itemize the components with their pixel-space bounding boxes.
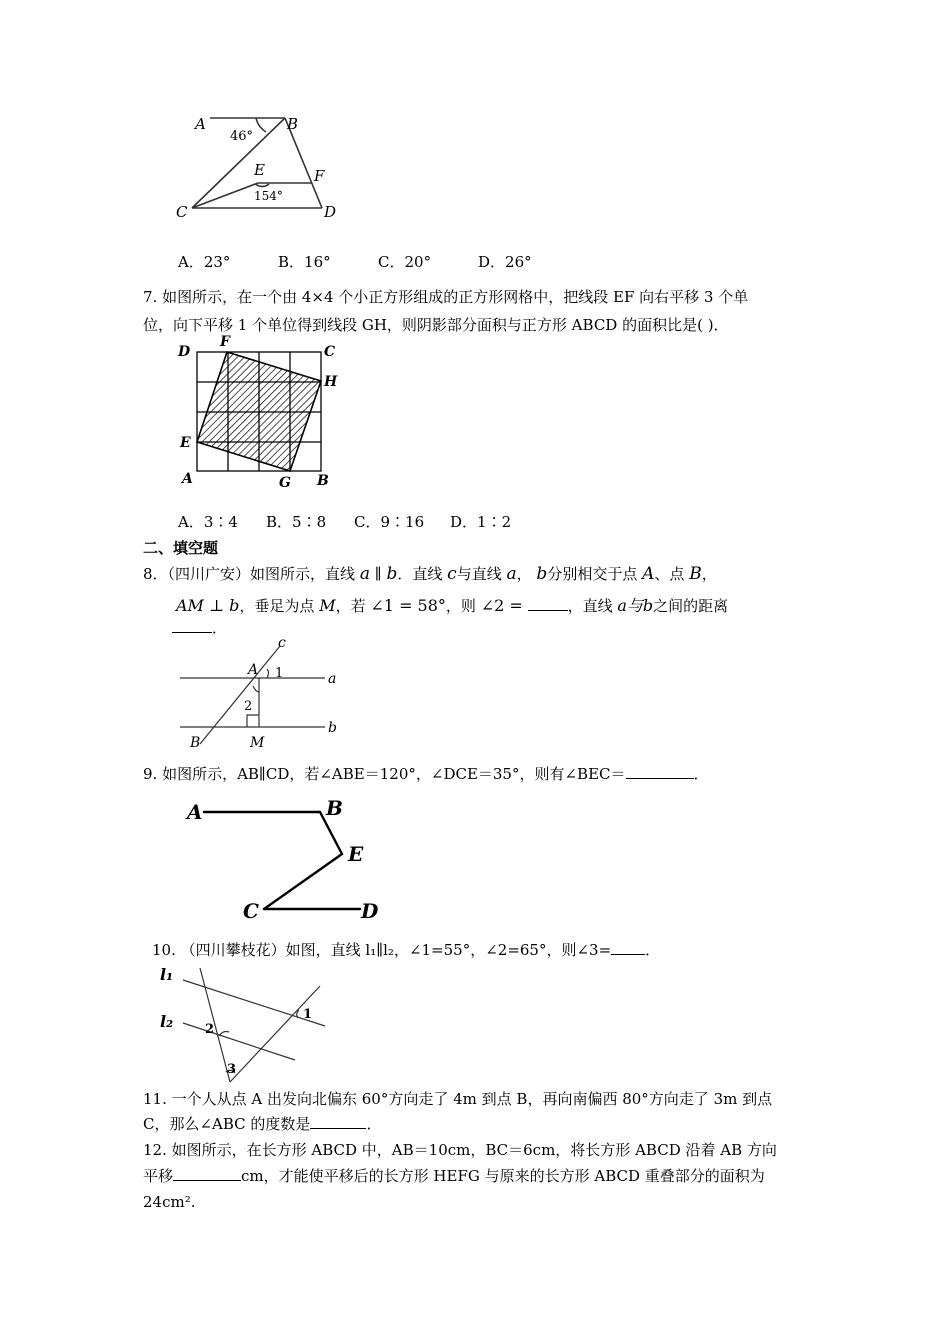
fig10-label-l1: l₁ bbox=[160, 965, 174, 984]
q9-text: 9. 如图所示，AB∥CD，若∠ABE＝120°，∠DCE＝35°，则有∠BEC＝ bbox=[143, 765, 626, 783]
q8-text: ．直线 bbox=[397, 565, 443, 583]
q8-text: ， bbox=[701, 565, 717, 583]
q8-line-2 bbox=[176, 592, 728, 620]
q8-var-b: b bbox=[386, 564, 398, 584]
fig8-label-c: c bbox=[278, 636, 286, 651]
q8-angle2-expr: ∠2 = bbox=[480, 596, 523, 615]
fig6-label-b: B bbox=[287, 115, 299, 133]
q8-var-c: c bbox=[447, 564, 457, 584]
q9-text: ． bbox=[693, 765, 709, 783]
fig7-label-f: F bbox=[220, 334, 230, 350]
fig6-label-f: F bbox=[314, 167, 325, 185]
q7-options bbox=[178, 508, 511, 536]
q8-var-A: A bbox=[642, 564, 655, 584]
q10-figure bbox=[155, 960, 335, 1085]
fig6-label-d: D bbox=[324, 203, 337, 221]
q7-figure bbox=[172, 330, 347, 495]
q8-perp-expr: AM ⊥ b bbox=[176, 596, 240, 615]
q6-option-c: C．20° bbox=[378, 253, 432, 271]
q12-text: 平移 bbox=[143, 1167, 174, 1185]
q12-line-3: 24cm². bbox=[143, 1193, 196, 1211]
fig10-label-3: 3 bbox=[227, 1062, 237, 1077]
fig7-label-e: E bbox=[180, 435, 191, 451]
q6-options bbox=[178, 248, 532, 276]
fig7-label-a: A bbox=[182, 471, 193, 487]
q10-blank[interactable] bbox=[611, 937, 645, 955]
q8-blank-1[interactable] bbox=[528, 593, 568, 611]
q8-text: ，垂足为点 bbox=[239, 597, 315, 615]
fig8-label-A: A bbox=[248, 662, 259, 678]
q9-line bbox=[143, 760, 709, 788]
q9-figure bbox=[180, 792, 390, 924]
q8-text: ． bbox=[212, 619, 228, 637]
fig9-label-d: D bbox=[361, 899, 379, 923]
q12-text: cm，才能使平移后的长方形 HEFG 与原来的长方形 ABCD 重叠部分的面积为 bbox=[241, 1167, 765, 1185]
q8-figure bbox=[170, 636, 350, 752]
q8-var-b: b bbox=[536, 564, 548, 584]
fig7-label-c: C bbox=[324, 344, 336, 360]
q8-line-1 bbox=[143, 560, 717, 588]
q8-text: ， bbox=[516, 565, 532, 583]
q7-option-b: B．5∶8 bbox=[266, 513, 327, 531]
q6-option-d: D．26° bbox=[478, 253, 532, 271]
fig9-label-a: A bbox=[187, 800, 203, 824]
fig7-label-g: G bbox=[279, 475, 291, 491]
q7-line-1: 7. 如图所示，在一个由 4×4 个小正方形组成的正方形网格中，把线段 EF 向右平移 3 个单 bbox=[143, 288, 749, 306]
fig6-label-a: A bbox=[195, 115, 206, 133]
q6-figure bbox=[170, 105, 370, 230]
fig8-label-a: a bbox=[328, 671, 337, 687]
q8-text: ，若 bbox=[335, 597, 366, 615]
fig8-label-B: B bbox=[190, 735, 201, 751]
q8-text: 8．（四川广安）如图所示，直线 bbox=[143, 565, 356, 583]
q12-blank[interactable] bbox=[173, 1163, 241, 1181]
q11-text: ． bbox=[366, 1115, 382, 1133]
q7-line-2: 位，向下平移 1 个单位得到线段 GH，则阴影部分面积与正方形 ABCD 的面积比是( )． bbox=[143, 316, 729, 334]
fig7-label-b: B bbox=[317, 473, 329, 489]
q7-option-d: D．1∶2 bbox=[450, 513, 512, 531]
q8-var-a: a bbox=[506, 564, 517, 584]
q11-line-2 bbox=[143, 1110, 381, 1138]
q8-blank-2[interactable] bbox=[172, 615, 212, 633]
q8-text: 、点 bbox=[654, 565, 685, 583]
fig8-label-b: b bbox=[328, 720, 337, 736]
q6-option-a: A．23° bbox=[178, 253, 231, 271]
section-title-fill-in: 二、填空题 bbox=[143, 539, 219, 557]
q8-text: 与直线 bbox=[456, 565, 502, 583]
q8-text: 之间的距离 bbox=[653, 597, 729, 615]
fig6-label-c: C bbox=[176, 203, 188, 221]
fig6-label-e: E bbox=[254, 161, 265, 179]
q8-var-M: M bbox=[319, 596, 336, 615]
q7-option-c: C．9∶16 bbox=[354, 513, 425, 531]
q10-text: 10. （四川攀枝花）如图，直线 l₁∥l₂，∠1=55°，∠2=65°，则∠3= bbox=[152, 941, 612, 959]
q8-parallel: ∥ bbox=[374, 565, 382, 583]
q11-text: C，那么∠ABC 的度数是 bbox=[143, 1115, 311, 1133]
fig10-label-1: 1 bbox=[303, 1007, 313, 1022]
q8-text: ，直线 bbox=[567, 597, 613, 615]
q12-line-1: 12. 如图所示，在长方形 ABCD 中，AB＝10cm，BC＝6cm，将长方形 ABCD 沿着 AB 方向 bbox=[143, 1141, 777, 1159]
q11-line-1: 11. 一个人从点 A 出发向北偏东 60°方向走了 4m 到点 B，再向南偏西 80°方向走了 3m 到点 bbox=[143, 1090, 773, 1108]
fig7-label-d: D bbox=[178, 344, 191, 360]
q8-a-and-b: a与b bbox=[617, 596, 654, 615]
fig9-label-c: C bbox=[243, 899, 259, 923]
q12-line-2 bbox=[143, 1162, 765, 1190]
q8-text: ，则 bbox=[445, 597, 476, 615]
q9-blank[interactable] bbox=[626, 761, 694, 779]
q8-var-B: B bbox=[689, 564, 702, 584]
fig8-label-M: M bbox=[250, 735, 265, 751]
q6-option-b: B．16° bbox=[278, 253, 331, 271]
fig8-label-1: 1 bbox=[275, 666, 284, 681]
q7-option-a: A．3∶4 bbox=[178, 513, 238, 531]
q8-angle1-expr: ∠1 = 58° bbox=[370, 596, 446, 615]
fig9-label-b: B bbox=[326, 796, 343, 820]
q10-text: ． bbox=[645, 941, 661, 959]
fig6-angle-154: 154° bbox=[254, 189, 283, 203]
q8-text: 分别相交于点 bbox=[547, 565, 638, 583]
fig7-label-h: H bbox=[324, 374, 338, 390]
fig6-angle-46: 46° bbox=[230, 129, 254, 144]
fig9-label-e: E bbox=[348, 842, 364, 866]
q11-blank[interactable] bbox=[310, 1111, 366, 1129]
q8-var-a: a bbox=[359, 564, 370, 584]
fig10-label-l2: l₂ bbox=[160, 1012, 174, 1031]
fig10-label-2: 2 bbox=[205, 1022, 215, 1037]
fig8-label-2: 2 bbox=[244, 699, 253, 714]
